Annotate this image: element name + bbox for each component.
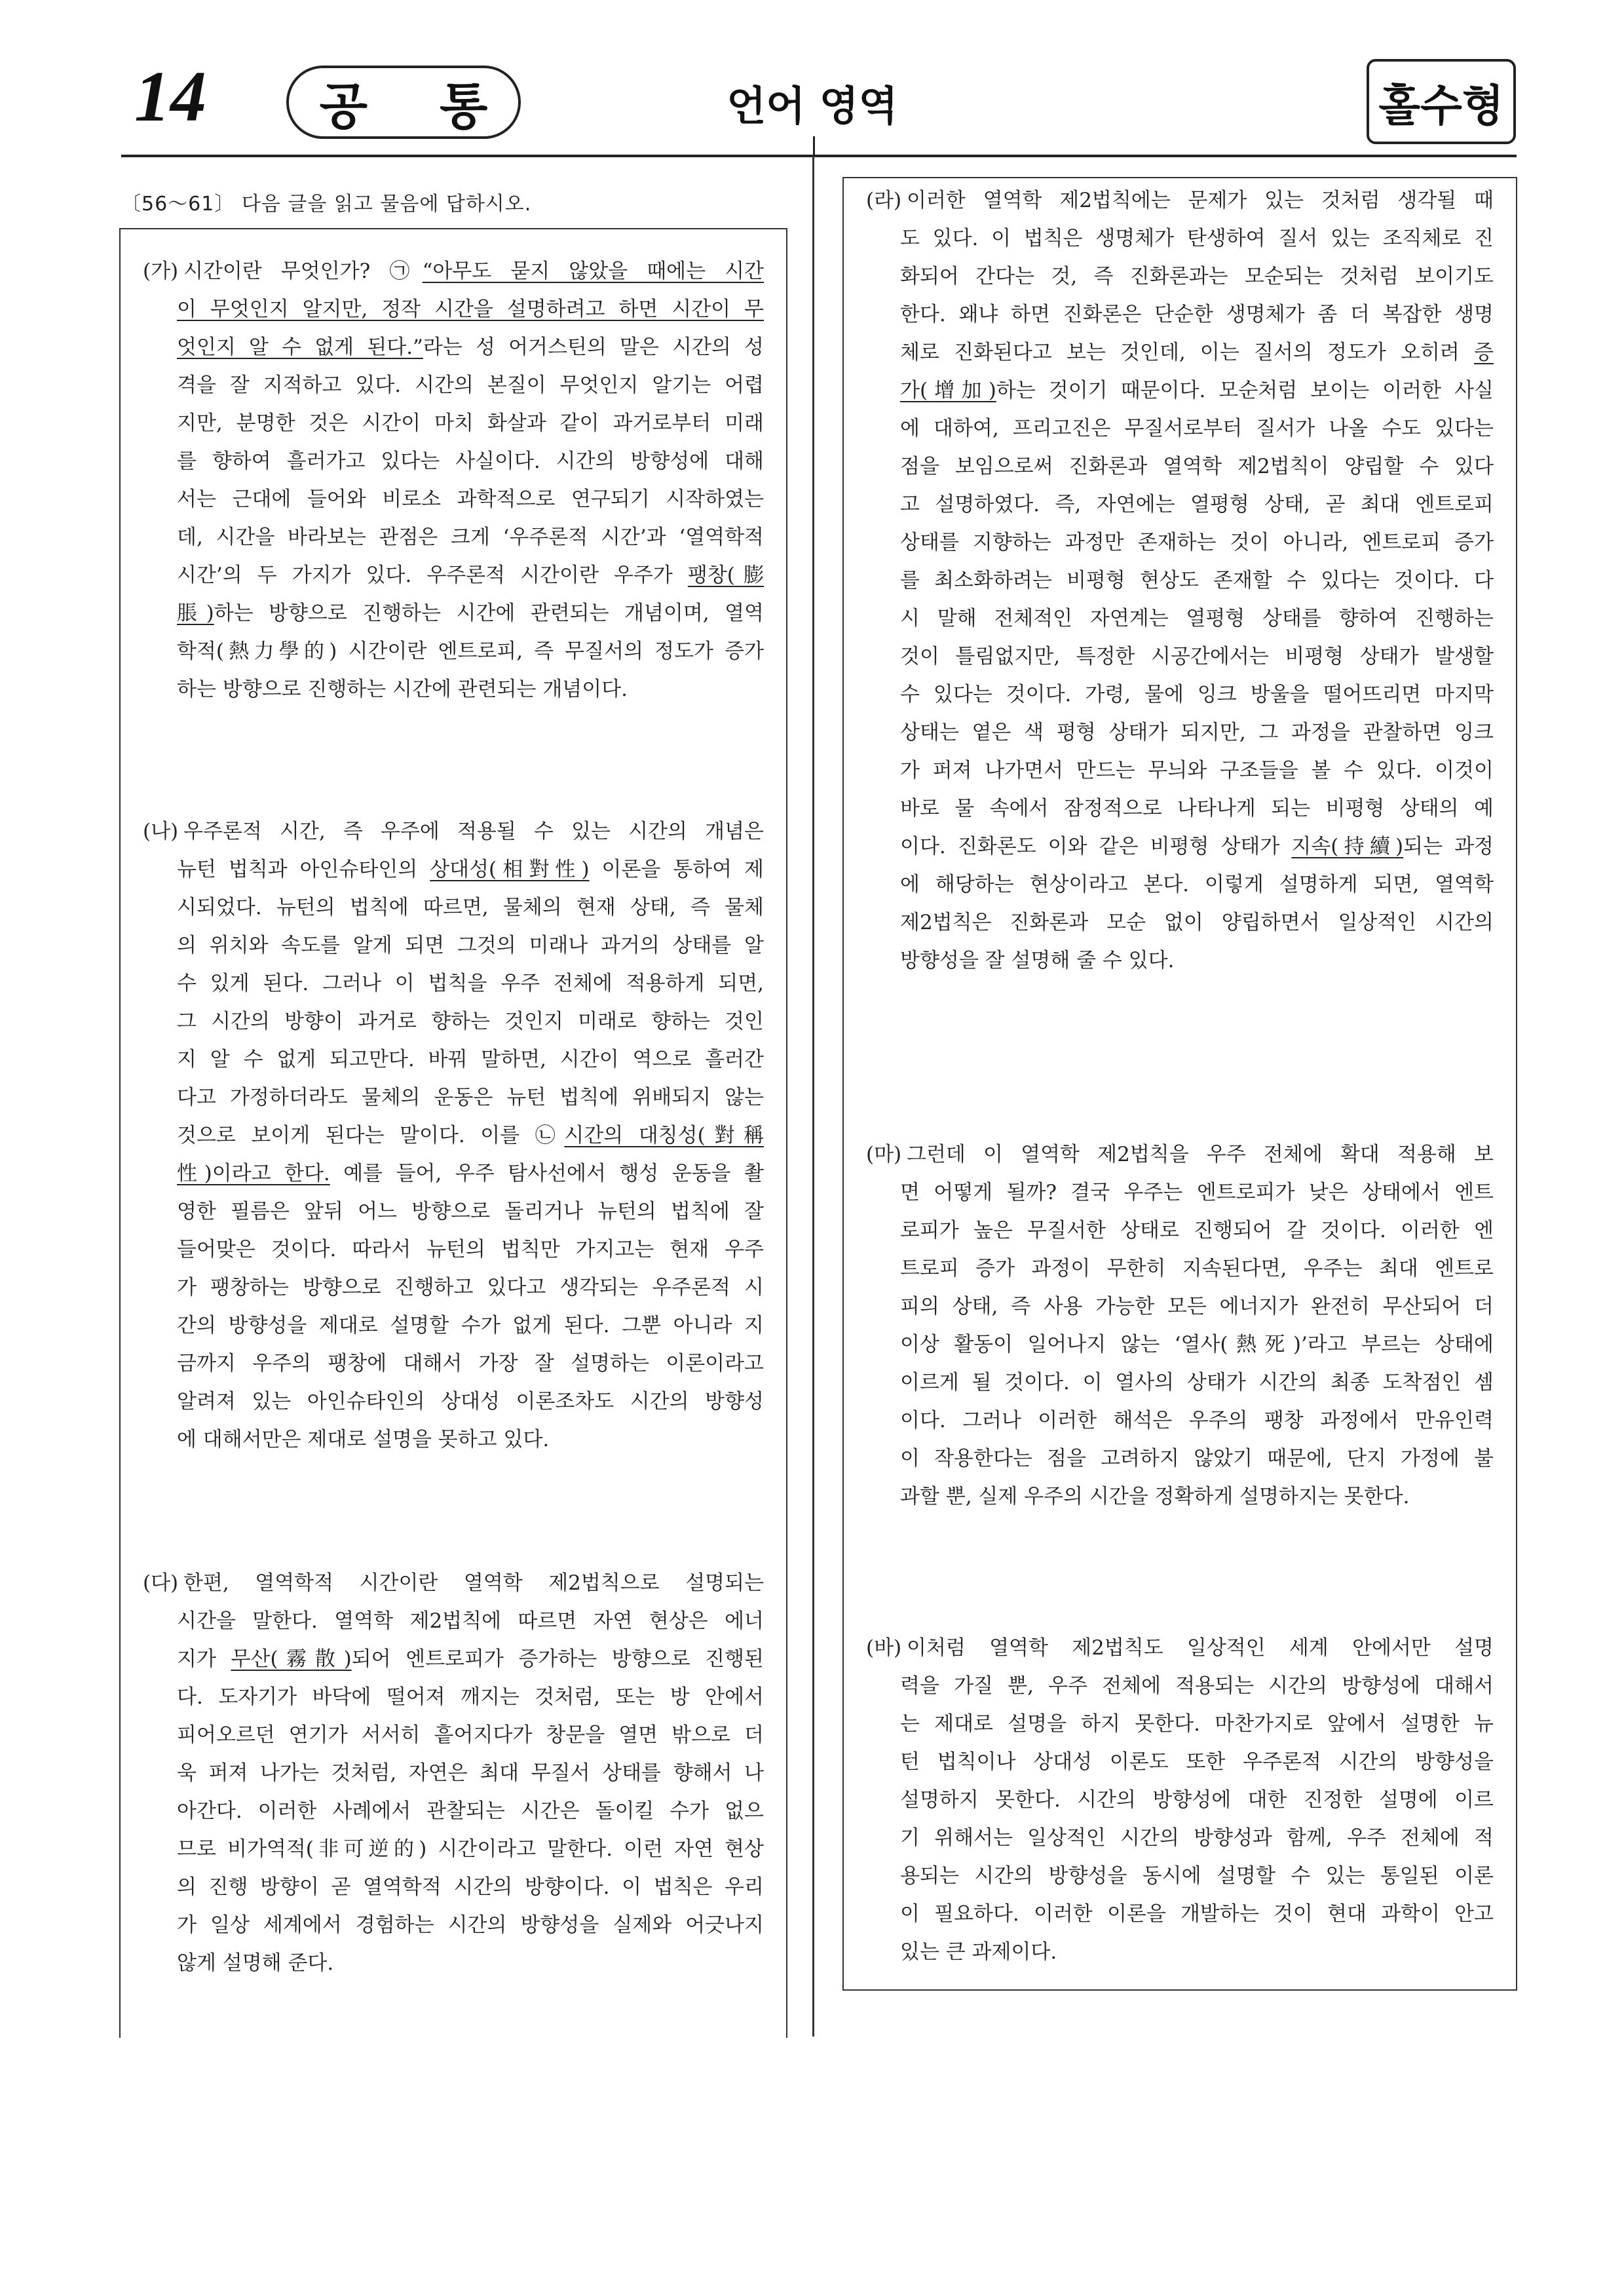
passage-label: (나) bbox=[143, 820, 179, 843]
passage-line: 학적(熱力學的) 시간이란 엔트로피, 즉 무질서의 정도가 증가 bbox=[177, 640, 764, 663]
passage-line: 지 알 수 없게 되고만다. 바꿔 말하면, 시간이 역으로 흘러간 bbox=[177, 1048, 764, 1071]
passage-line: 가 일상 세계에서 경험하는 시간의 방향성을 실제와 어긋나지 bbox=[177, 1913, 764, 1937]
passage-line: 아간다. 이러한 사례에서 관찰되는 시간은 돌이킬 수가 없으 bbox=[177, 1799, 764, 1823]
passage-line: 력을 가질 뿐, 우주 전체에 적용되는 시간의 방향성에 대해서 bbox=[900, 1674, 1494, 1698]
passage-line: 체로 진화된다고 보는 것인데, 이는 질서의 정도가 오히려 증 bbox=[900, 341, 1494, 364]
passage-line: 트로피 증가 과정이 무한히 지속된다면, 우주는 최대 엔트로 bbox=[900, 1257, 1494, 1280]
passage-line: 피어오르던 연기가 서서히 흩어지다가 창문을 열면 밖으로 더 bbox=[177, 1723, 764, 1747]
passage-line: 상태를 지향하는 과정만 존재하는 것이 아니라, 엔트로피 증가 bbox=[900, 531, 1494, 554]
passage-line: 이 작용한다는 점을 고려하지 않았기 때문에, 단지 가정에 불 bbox=[900, 1447, 1494, 1470]
passage-label: (라) bbox=[866, 189, 902, 212]
subject-badge bbox=[286, 66, 560, 139]
passage-line: 피의 상태, 즉 사용 가능한 모든 에너지가 완전히 무산되어 더 bbox=[900, 1295, 1494, 1318]
passage-line: 에 대해서만은 제대로 설명을 못하고 있다. bbox=[177, 1428, 550, 1451]
header-rule bbox=[121, 155, 1517, 157]
passage-line: 에 해당하는 현상이라고 본다. 이렇게 설명하게 되면, 열역학 bbox=[900, 873, 1494, 896]
passage-line: 하는 방향으로 진행하는 시간에 관련되는 개념이다. bbox=[177, 678, 628, 701]
passage-line: 가 퍼져 나가면서 만드는 무늬와 구조들을 볼 수 있다. 이것이 bbox=[900, 759, 1494, 782]
passage-line: 영한 필름은 앞뒤 어느 방향으로 돌리거나 뉴턴의 법칙에 잘 bbox=[177, 1200, 764, 1223]
passage-line: 를 최소화하려는 비평형 현상도 존재할 수 있다는 것이다. 다 bbox=[900, 569, 1494, 592]
passage-line: 脹)하는 방향으로 진행하는 시간에 관련되는 개념이며, 열역 bbox=[177, 602, 764, 625]
passage-line: 이다. 그러나 이러한 해석은 우주의 팽창 과정에서 만유인력 bbox=[900, 1409, 1494, 1432]
passage-line: 고 설명하였다. 즉, 자연에는 열평형 상태, 곧 최대 엔트로피 bbox=[900, 493, 1494, 516]
passage-line: 않게 설명해 준다. bbox=[177, 1951, 334, 1975]
passage-line: 에 대하여, 프리고진은 무질서로부터 질서가 나올 수도 있다는 bbox=[900, 417, 1494, 440]
passage-label: (가) bbox=[143, 259, 179, 283]
passage-line: (마) 그런데 이 열역학 제2법칙을 우주 전체에 확대 적용해 보 bbox=[866, 1136, 1494, 1174]
form-type-badge: 홀수형 bbox=[1367, 59, 1516, 144]
passage-line: 가(增加)하는 것이기 때문이다. 모순처럼 보이는 이러한 사실 bbox=[900, 379, 1494, 402]
passage-line: 이다. 진화론도 이와 같은 비평형 상태가 지속(持續)되는 과정 bbox=[900, 835, 1494, 858]
passage-line: 한다. 왜냐 하면 진화론은 단순한 생명체가 좀 더 복잡한 생명 bbox=[900, 303, 1494, 326]
passage-line: 면 어떻게 될까? 결국 우주는 엔트로피가 낮은 상태에서 엔트 bbox=[900, 1181, 1494, 1204]
passage-line: 지만, 분명한 것은 시간이 마치 화살과 같이 과거로부터 미래 bbox=[177, 411, 764, 435]
passage-line: 로피가 높은 무질서한 상태로 진행되어 갈 것이다. 이러한 엔 bbox=[900, 1219, 1494, 1242]
passage-line: (바) 이처럼 열역학 제2법칙도 일상적인 세계 안에서만 설명 bbox=[866, 1629, 1494, 1667]
passage-line: 이상 활동이 일어나지 않는 ‘열사(熱死)’라고 부르는 상태에 bbox=[900, 1333, 1494, 1356]
passage-line: 것으로 보이게 된다는 말이다. 이를 ㉡시간의 대칭성(對稱 bbox=[177, 1124, 764, 1147]
passage-label: (다) bbox=[143, 1571, 179, 1595]
passage-line: 금까지 우주의 팽창에 대해서 가장 잘 설명하는 이론이라고 bbox=[177, 1352, 764, 1375]
passage-line: 바로 물 속에서 잠정적으로 나타나게 되는 비평형 상태의 예 bbox=[900, 797, 1494, 820]
header-divider-tick bbox=[813, 136, 815, 156]
passage-line: 도 있다. 이 법칙은 생명체가 탄생하여 질서 있는 조직체로 진 bbox=[900, 227, 1494, 250]
passage-line: 性)이라고 한다. 예를 들어, 우주 탐사선에서 행성 운동을 촬 bbox=[177, 1162, 764, 1185]
page-number: 14 bbox=[134, 56, 206, 136]
passage-line: 설명하지 못한다. 시간의 방향성에 대한 진정한 설명에 이르 bbox=[900, 1788, 1494, 1812]
passage-line: (가) 시간이란 무엇인가? ㉠“아무도 묻지 않았을 때에는 시간 bbox=[143, 252, 764, 290]
passage-line: 를 향하여 흘러가고 있다는 사실이다. 시간의 방향성에 대해 bbox=[177, 450, 764, 473]
passage-ba bbox=[866, 1629, 1494, 1971]
passage-na bbox=[143, 813, 764, 1459]
passage-line: 수 있다는 것이다. 가령, 물에 잉크 방울을 떨어뜨리면 마지막 bbox=[900, 683, 1494, 706]
passage-line: 의 진행 방향이 곧 열역학적 시간의 방향이다. 이 법칙은 우리 bbox=[177, 1875, 764, 1899]
passage-line: 턴 법칙이나 상대성 이론도 또한 우주론적 시간의 방향성을 bbox=[900, 1750, 1494, 1774]
passage-line: 다고 가정하더라도 물체의 운동은 뉴턴 법칙에 위배되지 않는 bbox=[177, 1086, 764, 1109]
passage-ga bbox=[143, 252, 764, 708]
passage-line: 의 위치와 속도를 알게 되면 그것의 미래나 과거의 상태를 알 bbox=[177, 934, 764, 957]
passage-label: (마) bbox=[866, 1143, 902, 1166]
passage-line: 기 위해서는 일상적인 시간의 방향성과 함께, 우주 전체에 적 bbox=[900, 1826, 1494, 1850]
passage-line: 격을 잘 지적하고 있다. 시간의 본질이 무엇인지 알기는 어렵 bbox=[177, 373, 764, 397]
passage-line: 시간을 말한다. 열역학 제2법칙에 따르면 자연 현상은 에너 bbox=[177, 1609, 764, 1633]
passage-line: 점을 보임으로써 진화론과 열역학 제2법칙이 양립할 수 있다 bbox=[900, 455, 1494, 478]
passage-line: 엇인지 알 수 없게 된다.”라는 성 어거스틴의 말은 시간의 성 bbox=[177, 335, 764, 359]
passage-line: 시 말해 전체적인 자연계는 열평형 상태를 향하여 진행하는 bbox=[900, 607, 1494, 630]
passage-ra bbox=[866, 182, 1494, 980]
passage-line: 상태는 옅은 색 평형 상태가 되지만, 그 과정을 관찰하면 잉크 bbox=[900, 721, 1494, 744]
passage-ma bbox=[866, 1136, 1494, 1516]
passage-line: 데, 시간을 바라보는 관점은 크게 ‘우주론적 시간’과 ‘열역학적 bbox=[177, 526, 764, 549]
passage-line: 방향성을 잘 설명해 줄 수 있다. bbox=[900, 949, 1175, 972]
passage-line: (나) 우주론적 시간, 즉 우주에 적용될 수 있는 시간의 개념은 bbox=[143, 813, 764, 851]
passage-line: 있는 큰 과제이다. bbox=[900, 1940, 1057, 1964]
passage-line: 간의 방향성을 제대로 설명할 수가 없게 된다. 그뿐 아니라 지 bbox=[177, 1314, 764, 1337]
question-instruction: 〔56～61〕 다음 글을 읽고 물음에 답하시오. bbox=[121, 193, 532, 216]
passage-line: 수 있게 된다. 그러나 이 법칙을 우주 전체에 적용하게 되면, bbox=[177, 972, 764, 995]
passage-line: 용되는 시간의 방향성을 동시에 설명할 수 있는 통일된 이론 bbox=[900, 1864, 1494, 1888]
passage-label: (바) bbox=[866, 1636, 902, 1660]
passage-line: (라) 이러한 열역학 제2법칙에는 문제가 있는 것처럼 생각될 때 bbox=[866, 182, 1494, 220]
subject-label: 공통 bbox=[319, 77, 560, 136]
passage-line: 뉴턴 법칙과 아인슈타인의 상대성(相對性) 이론을 통하여 제 bbox=[177, 858, 765, 881]
passage-line: 이르게 될 것이다. 이 열사의 상태가 시간의 최종 도착점인 셈 bbox=[900, 1371, 1494, 1394]
passage-da bbox=[143, 1564, 764, 1982]
passage-line: 므로 비가역적(非可逆的) 시간이라고 말한다. 이런 자연 현상 bbox=[177, 1837, 764, 1861]
passage-line: (다) 한편, 열역학적 시간이란 열역학 제2법칙으로 설명되는 bbox=[143, 1564, 764, 1602]
passage-line: 가 팽창하는 방향으로 진행하고 있다고 생각되는 우주론적 시 bbox=[177, 1276, 764, 1299]
passage-line: 다. 도자기가 바닥에 떨어져 깨지는 것처럼, 또는 방 안에서 bbox=[177, 1685, 764, 1709]
passage-line: 그 시간의 방향이 과거로 향하는 것인지 미래로 향하는 것인 bbox=[177, 1010, 764, 1033]
column-divider bbox=[812, 156, 814, 2037]
passage-line: 지가 무산(霧散)되어 엔트로피가 증가하는 방향으로 진행된 bbox=[177, 1647, 764, 1671]
passage-line: 화되어 간다는 것, 즉 진화론과는 모순되는 것처럼 보이기도 bbox=[900, 265, 1494, 288]
passage-line: 알려져 있는 아인슈타인의 상대성 이론조차도 시간의 방향성 bbox=[177, 1390, 764, 1413]
passage-line: 이 필요하다. 이러한 이론을 개발하는 것이 현대 과학이 안고 bbox=[900, 1902, 1494, 1926]
passage-line: 서는 근대에 들어와 비로소 과학적으로 연구되기 시작하였는 bbox=[177, 488, 764, 511]
passage-line: 제2법칙은 진화론과 모순 없이 양립하면서 일상적인 시간의 bbox=[900, 911, 1494, 934]
passage-line: 들어맞은 것이다. 따라서 뉴턴의 법칙만 가지고는 현재 우주 bbox=[177, 1238, 764, 1261]
passage-line: 과할 뿐, 실제 우주의 시간을 정확하게 설명하지는 못한다. bbox=[900, 1485, 1410, 1508]
passage-line: 이 무엇인지 알지만, 정작 시간을 설명하려고 하면 시간이 무 bbox=[177, 297, 764, 321]
passage-line: 욱 퍼져 나가는 것처럼, 자연은 최대 무질서 상태를 향해서 나 bbox=[177, 1761, 764, 1785]
passage-line: 는 제대로 설명을 하지 못한다. 마찬가지로 앞에서 설명한 뉴 bbox=[900, 1712, 1494, 1736]
passage-line: 시간’의 두 가지가 있다. 우주론적 시간이란 우주가 팽창(膨 bbox=[177, 564, 764, 587]
passage-line: 시되었다. 뉴턴의 법칙에 따르면, 물체의 현재 상태, 즉 물체 bbox=[177, 896, 764, 919]
passage-line: 것이 틀림없지만, 특정한 시공간에서는 비평형 상태가 발생할 bbox=[900, 645, 1494, 668]
section-title: 언어 영역 bbox=[727, 82, 898, 130]
